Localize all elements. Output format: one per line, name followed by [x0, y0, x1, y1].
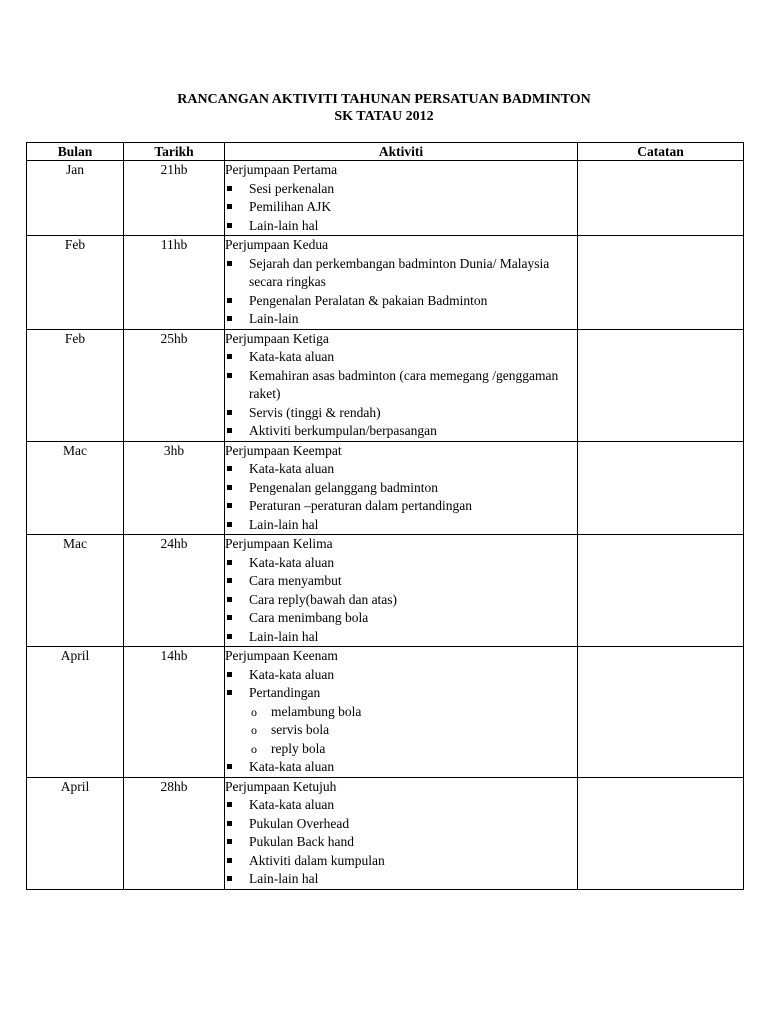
table-row	[27, 777, 744, 889]
table-row	[27, 329, 744, 441]
list-item: Kata-kata aluan	[225, 796, 577, 815]
list-item: Lain-lain hal	[225, 870, 577, 889]
list-item-label: Pertandingan	[249, 685, 321, 700]
cell-tarikh: 24hb	[124, 535, 225, 647]
table-row	[27, 236, 744, 330]
list-item: Kata-kata aluan	[225, 758, 577, 777]
cell-bulan: April	[27, 647, 124, 778]
cell-catatan	[578, 161, 744, 236]
table-row	[27, 441, 744, 535]
sub-list-item: o melambung bola	[225, 703, 577, 722]
header-tarikh: Tarikh	[124, 143, 225, 161]
list-item: Sesi perkenalan	[225, 180, 577, 199]
list-item: Lain-lain hal	[225, 628, 577, 647]
table-header-row	[27, 143, 744, 161]
cell-aktiviti	[225, 647, 578, 778]
cell-catatan	[578, 441, 744, 535]
cell-bulan: Feb	[27, 236, 124, 330]
meeting-heading: Perjumpaan Keenam	[225, 648, 338, 663]
meeting-heading: Perjumpaan Keempat	[225, 442, 342, 458]
sub-list-item: o servis bola	[225, 721, 577, 740]
meeting-heading: Perjumpaan Ketujuh	[225, 778, 337, 794]
meeting-heading: Perjumpaan Kedua	[225, 237, 329, 252]
list-item: Lain-lain hal	[225, 516, 577, 535]
header-aktiviti: Aktiviti	[225, 143, 578, 161]
list-item	[225, 684, 577, 703]
list-item: Aktiviti berkumpulan/berpasangan	[225, 422, 577, 441]
list-item: Lain-lain	[225, 310, 577, 329]
cell-aktiviti	[225, 535, 578, 647]
cell-aktiviti	[225, 236, 578, 330]
cell-aktiviti	[225, 161, 578, 236]
list-item: Lain-lain hal	[225, 217, 577, 236]
cell-aktiviti	[225, 441, 578, 535]
cell-tarikh: 21hb	[124, 161, 225, 236]
cell-catatan	[578, 647, 744, 778]
header-bulan: Bulan	[27, 143, 124, 161]
list-item: Kata-kata aluan	[225, 460, 577, 479]
cell-tarikh: 14hb	[124, 647, 225, 778]
list-item: Pengenalan gelanggang badminton	[225, 479, 577, 498]
list-item: Pukulan Overhead	[225, 815, 577, 834]
list-item: Cara menimbang bola	[225, 609, 577, 628]
meeting-heading: Perjumpaan Pertama	[225, 162, 338, 177]
cell-aktiviti	[225, 329, 578, 441]
cell-catatan	[578, 236, 744, 330]
document-subtitle: SK TATAU 2012	[334, 109, 434, 124]
cell-tarikh: 11hb	[124, 236, 225, 330]
sub-list-item: o reply bola	[225, 740, 577, 759]
cell-bulan: Mac	[27, 441, 124, 535]
cell-bulan: Mac	[27, 535, 124, 647]
cell-bulan: Feb	[27, 329, 124, 441]
table-row	[27, 161, 744, 236]
cell-bulan: Jan	[27, 161, 124, 236]
list-item: Pengenalan Peralatan & pakaian Badminton	[225, 292, 577, 311]
list-item: Pukulan Back hand	[225, 833, 577, 852]
meeting-heading: Perjumpaan Kelima	[225, 536, 333, 551]
header-catatan: Catatan	[578, 143, 744, 161]
cell-catatan	[578, 535, 744, 647]
table-row	[27, 647, 744, 778]
cell-tarikh: 3hb	[124, 441, 225, 535]
list-item: Kata-kata aluan	[225, 348, 577, 367]
list-item: Sejarah dan perkembangan badminton Dunia/ Malaysia secara ringkas	[225, 255, 577, 292]
list-item: Pemilihan AJK	[225, 198, 577, 217]
cell-tarikh: 28hb	[124, 777, 225, 889]
list-item: Aktiviti dalam kumpulan	[225, 852, 577, 871]
list-item: Peraturan –peraturan dalam pertandingan	[225, 497, 577, 516]
cell-bulan: April	[27, 777, 124, 889]
list-item: Cara menyambut	[225, 572, 577, 591]
document-title: RANCANGAN AKTIVITI TAHUNAN PERSATUAN BADMINTON	[177, 92, 591, 107]
cell-catatan	[578, 329, 744, 441]
cell-tarikh: 25hb	[124, 329, 225, 441]
cell-catatan	[578, 777, 744, 889]
activity-table	[26, 142, 744, 890]
list-item: Kemahiran asas badminton (cara memegang /genggaman raket)	[225, 367, 577, 404]
list-item: Cara reply(bawah dan atas)	[225, 591, 577, 610]
list-item: Servis (tinggi & rendah)	[225, 404, 577, 423]
table-row	[27, 535, 744, 647]
list-item: Kata-kata aluan	[225, 666, 577, 685]
cell-aktiviti	[225, 777, 578, 889]
list-item: Kata-kata aluan	[225, 554, 577, 573]
meeting-heading: Perjumpaan Ketiga	[225, 330, 329, 346]
